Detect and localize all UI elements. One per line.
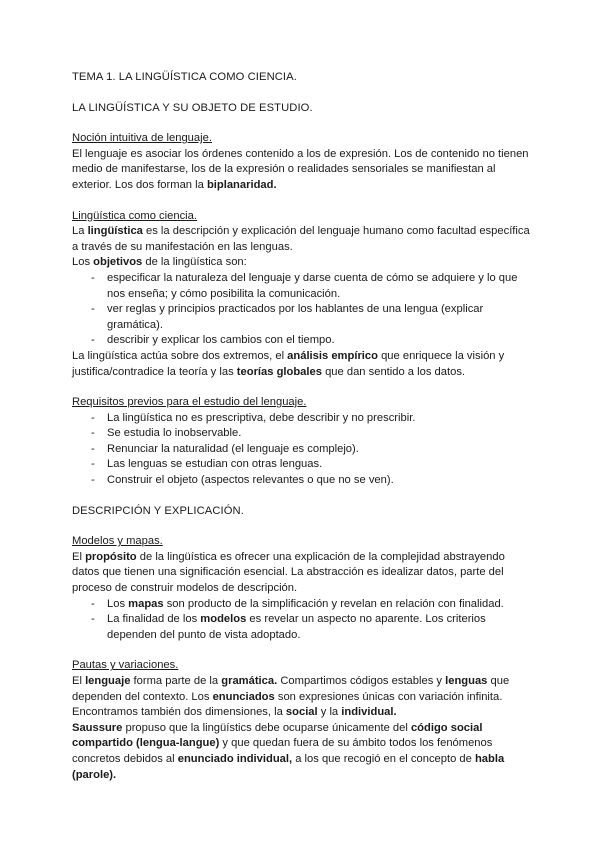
list-item: - especificar la naturaleza del lenguaje y darse cuenta de cómo se adquiere y lo que nos enseña; y cómo posibilita la comunicación. (72, 271, 534, 302)
section-title-objeto: LA LINGÜÍSTICA Y SU OBJETO DE ESTUDIO. (72, 101, 313, 114)
document-page (72, 70, 534, 783)
list-item: - La lingüística no es prescriptiva, debe describir y no prescribir. (72, 411, 534, 427)
list-item: - ver reglas y principios practicados por los hablantes de una lengua (explicar gramática). (72, 302, 534, 333)
paragraph-objetivos: Los objetivos de la lingüística son: (72, 256, 247, 269)
paragraph-dimensiones: Encontramos también dos dimensiones, la social y la individual. (72, 706, 397, 719)
paragraph-extremos: La lingüística actúa sobre dos extremos, el análisis empírico que enriquece la visión y justifica/contradice la teoría y las teorías globales que dan sentido a los datos. (72, 349, 505, 378)
paragraph-saussure: Saussure propuso que la lingüístics debe ocuparse únicamente del código social compartido (lengua-langue) y que quedan fuera de su ámbito todos los fenómenos concretos debidos al enunciado individual, a los que recogió en el concepto de habla (parole). (72, 721, 505, 781)
heading-linguistica-ciencia: Lingüística como ciencia. (72, 209, 197, 222)
section-title-descripcion: DESCRIPCIÓN Y EXPLICACIÓN. (72, 504, 244, 517)
paragraph-definicion: La lingüística es la descripción y explicación del lenguaje humano como facultad específica a través de su manifestación en las lenguas. (72, 225, 530, 253)
heading-modelos: Modelos y mapas. (72, 535, 163, 548)
list-item: - Los mapas son producto de la simplificación y revelan en relación con finalidad. (72, 597, 534, 613)
list-item: - Las lenguas se estudian con otras lenguas. (72, 457, 534, 473)
objetivos-list (72, 271, 534, 349)
paragraph-lenguaje: El lenguaje forma parte de la gramática. Compartimos códigos estables y lenguas que dependen del contexto. Los enunciados son expresiones únicas con variación infinita. (72, 675, 510, 703)
modelos-list (72, 597, 534, 644)
list-item: - Se estudia lo inobservable. (72, 426, 534, 442)
heading-pautas: Pautas y variaciones. (72, 659, 179, 672)
list-item: - La finalidad de los modelos es revelar un aspecto no aparente. Los criterios dependen del punto de vista adoptado. (72, 612, 534, 643)
list-item: - describir y explicar los cambios con el tiempo. (72, 333, 534, 349)
tema-title: TEMA 1. LA LINGÜÍSTICA COMO CIENCIA. (72, 71, 297, 83)
list-item: - Renunciar la naturalidad (el lenguaje es complejo). (72, 442, 534, 458)
paragraph-nocion: El lenguaje es asociar los órdenes contenido a los de expresión. Los de contenido no tienen medio de manifestarse, los de la expresión o realidades sensoriales se manifiestan al exterior. Los dos forman la biplanaridad. (72, 147, 529, 191)
requisitos-list (72, 411, 534, 489)
paragraph-proposito: El propósito de la lingüística es ofrecer una explicación de la complejidad abstrayendo datos que tienen una significación esencial. La abstracción es idealizar datos, parte del proceso de construir modelos de descripción. (72, 550, 505, 595)
list-item: - Construir el objeto (aspectos relevantes o que no se ven). (72, 473, 534, 489)
heading-requisitos: Requisitos previos para el estudio del lenguaje. (72, 396, 307, 409)
heading-nocion: Noción intuitiva de lenguaje. (72, 132, 212, 145)
